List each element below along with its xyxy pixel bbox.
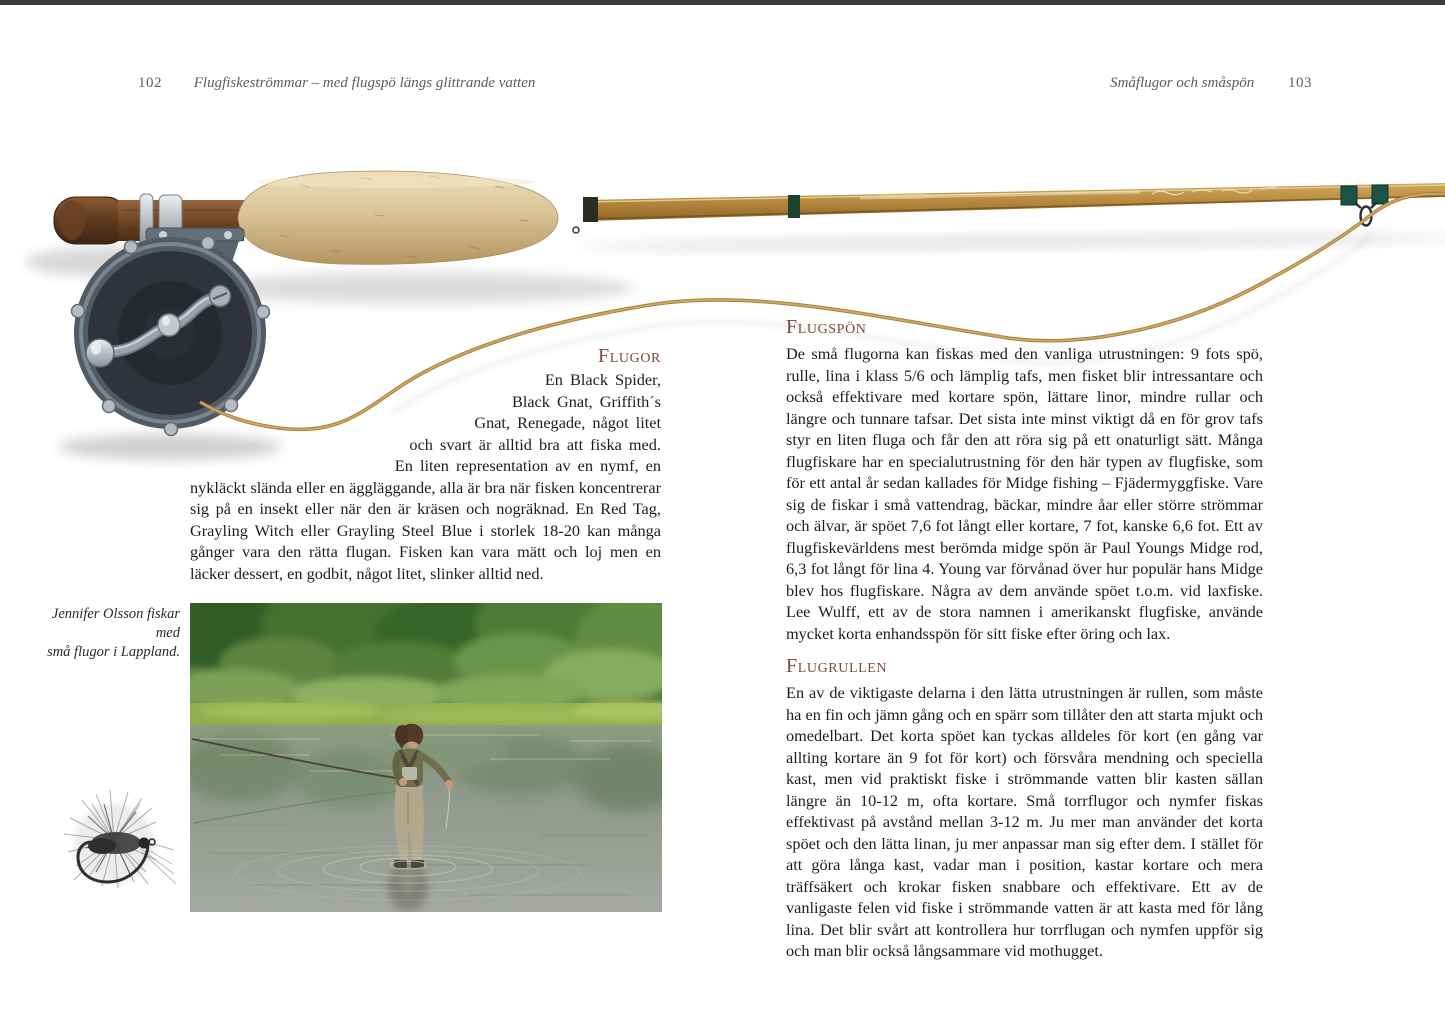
running-header-right xyxy=(1110,75,1312,92)
chapter-title-right: Småflugor och småspön xyxy=(1110,75,1255,91)
flugspon-section xyxy=(786,314,1263,644)
top-edge-bar xyxy=(0,0,1445,5)
flugor-line: En Black Spider, xyxy=(544,370,661,389)
rod-shaft xyxy=(573,183,1445,233)
flugrullen-paragraph: En av de viktigaste delarna i den lätta utrustningen är rullen, som måste ha en fin och jämn gång och en spärr som tillåter den att starta mjukt och omedelbart. Det korta spöet kan tyckas alldeles för kort (en gång var allting kortare än 9 fot för kort) och försvåra mendning och speciella kast, men vid praktiskt fiske i strömmande vatten blir kasten sällan längre än 10-12 m, ofta kortare. Små torrflugor och nymfer fiskas effektivast på avstånd mellan 3-12 m. Ju mer man använder det korta spöet och den lätta linan, ju mer anpassar man sig efter dem. I stället för att göra långa kast, vadar man i position, kastar kortare och mera träffsäkert och krokar fisken snabbare och effektivare. Ett av de vanligaste felen vid fiske i strömmande vatten är att kasta med för lång lina. Det blir svårt att kontrollera hur torrflugan och nymfen uppför sig och man blir också långsammare vid mothugget. xyxy=(786,683,1263,960)
right-page-text xyxy=(786,314,1263,962)
dry-fly-image xyxy=(52,788,177,908)
flugspon-paragraph: De små flugorna kan fiskas med den vanliga utrustningen: 9 fots spö, rulle, lina i klass 5/6 och lämplig tafs, men fisket blir intressantare och också effektivare med kortare spön, lättare linor, mindre rullar och längre och tunnare tafsar. Det sista inte minst viktigt då en för grov tafs styr en liten fluga och får den att röra sig på ett onaturligt sätt. Många flugfiskare har en specialutrustning för den här typen av flugfiske, som för ett antal år sedan kallades för Midge fishing – Fjädermyggfiske. Vare sig de fiskar i små vattendrag, bäckar, mindre åar eller större strömmar och älvar, är spöet 7,6 fot långt eller kortare, 7 fot, kanske 6,6 fot. Ett av flugfiskevärldens mest berömda midge spön är Paul Youngs Midge rod, 6,3 fot långt för lina 4. Young var förvånad över hur populär hans Midge blev hos flugfiskare. Några av dem använde spöet t.o.m. vid laxfiske. Lee Wulff, ett av de stora namnen i amerikanskt flugfiske, använde mycket korta enhandsspön för sitt fiske efter öring och lax. xyxy=(786,344,1263,643)
chapter-title-left: Flugfiskeströmmar – med flugspö längs glittrande vatten xyxy=(193,75,536,91)
reel-handle-knob xyxy=(86,339,114,367)
flugor-section xyxy=(190,343,661,584)
flugor-line: Black Gnat, Griffith´s xyxy=(511,391,661,411)
caption-line: små flugor i Lappland. xyxy=(47,644,180,660)
flugor-line: och svart är alltid bra att fiska med. xyxy=(409,434,661,454)
flugor-paragraph: nykläckt slända eller en äggläggande, alla är bra när fisken koncentrerar sig på en insekt eller när den är kräsen och nogräknad. En Red Tag, Grayling Witch eller Grayling Steel Blue i storlek 18-20 kan många gånger vara den rätta flugan. Fisken kan vara mätt och loj men en läcker dessert, en godbit, något litet, slinker alltid ned. xyxy=(190,477,661,583)
flugrullen-section xyxy=(786,653,1263,962)
photo-caption xyxy=(40,605,180,662)
page-number-right: 103 xyxy=(1288,75,1312,91)
running-header-left xyxy=(138,75,535,92)
flugor-line: En liten representation av en nymf, en xyxy=(394,456,661,476)
section-heading-flugor: Flugor xyxy=(598,345,661,367)
angler-photo xyxy=(190,603,662,912)
section-heading-flugspon: Flugspön xyxy=(786,316,867,338)
section-heading-flugrullen: Flugrullen xyxy=(786,655,888,677)
caption-line: Jennifer Olsson fiskar med xyxy=(51,606,180,641)
flugor-line: Gnat, Renegade, något litet xyxy=(474,413,661,433)
page-number-left: 102 xyxy=(138,75,162,91)
